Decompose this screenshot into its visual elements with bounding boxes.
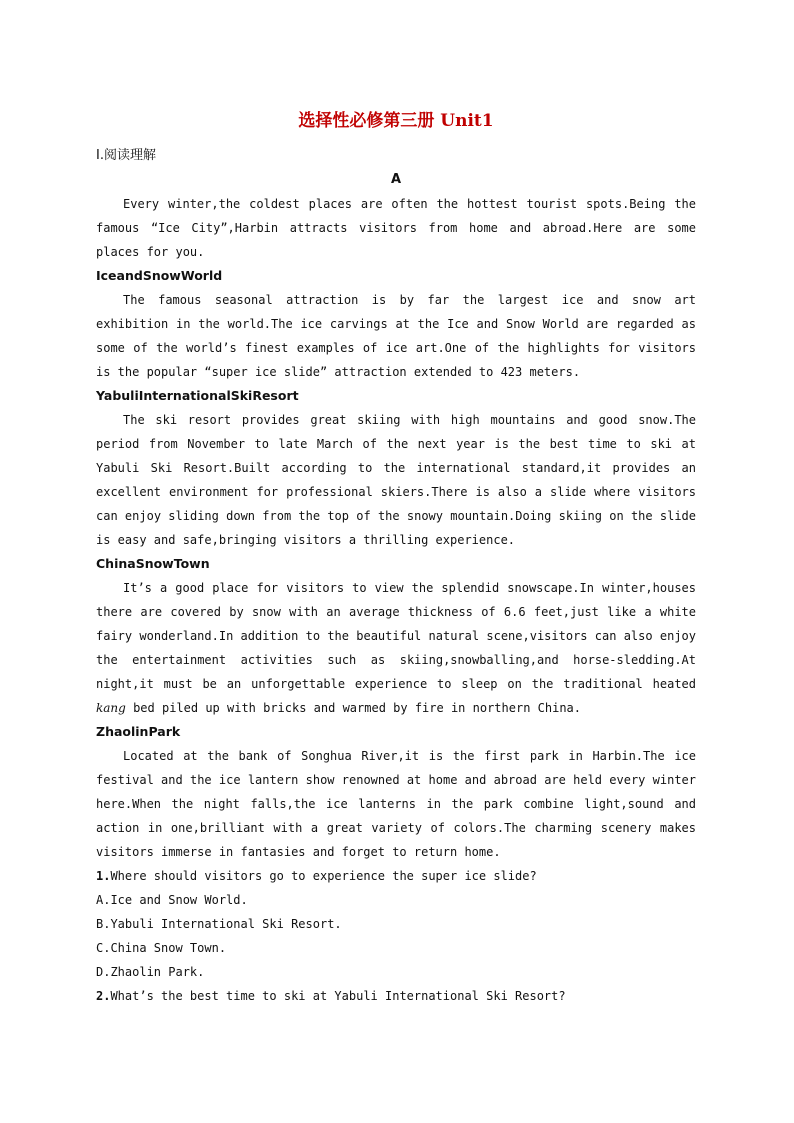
- question-1-option-b: B.Yabuli International Ski Resort.: [96, 917, 342, 931]
- question-text: What’s the best time to ski at Yabuli International Ski Resort?: [110, 989, 566, 1003]
- passage-letter: A: [390, 172, 402, 187]
- kang-italic-word: kang: [96, 701, 126, 715]
- snow-town-text-after: bed piled up with bricks and warmed by fire in northern China.: [125, 701, 581, 715]
- question-text: Where should visitors go to experience the super ice slide?: [110, 869, 537, 883]
- place-heading-yabuli: YabuliInternationalSkiResort: [96, 388, 299, 403]
- question-1-option-a: A.Ice and Snow World.: [96, 893, 248, 907]
- place-heading-china-snow-town: ChinaSnowTown: [96, 556, 210, 571]
- place-heading-ice-snow-world: IceandSnowWorld: [96, 268, 223, 283]
- section-label: Ⅰ.阅读理解: [96, 148, 156, 163]
- document-page: [96, 106, 696, 1008]
- intro-paragraph: Every winter,the coldest places are often the hottest tourist spots.Being the famous “Ice City”,Harbin attracts visitors from home and abroad.Here are some places for you.: [96, 197, 696, 259]
- question-2: [96, 984, 696, 1008]
- question-1: [96, 864, 696, 888]
- place-text-china-snow-town: [96, 576, 696, 720]
- question-number: 2.: [96, 989, 111, 1003]
- question-1-option-d: D.Zhaolin Park.: [96, 965, 205, 979]
- place-text-zhaolin-park: Located at the bank of Songhua River,it is the first park in Harbin.The ice festival and the ice lantern show renowned at home and abroad are held every winter here.When the night falls,the ice lanterns in the park combine light,sound and action in one,brilliant with a great variety of colors.The charming scenery makes visitors immerse in fantasies and forget to return home.: [96, 749, 696, 859]
- place-text-ice-snow-world: The famous seasonal attraction is by far the largest ice and snow art exhibition in the world.The ice carvings at the Ice and Snow World are regarded as some of the world’s finest examples of ice art.One of the highlights for visitors is the popular “super ice slide” attraction extended to 423 meters.: [96, 293, 696, 379]
- snow-town-text-before: It’s a good place for visitors to view the splendid snowscape.In winter,houses there are covered by snow with an average thickness of 6.6 feet,just like a white fairy wonderland.In addition to the beautiful natural scene,visitors can also enjoy the entertainment activities such as skiing,snowballing,and horse-sledding.At night,it must be an unforgettable experience to sleep on the traditional heated: [96, 581, 696, 691]
- question-1-option-c: C.China Snow Town.: [96, 941, 227, 955]
- place-text-yabuli: The ski resort provides great skiing with high mountains and good snow.The period from November to late March of the next year is the best time to ski at Yabuli Ski Resort.Built according to the international standard,it provides an excellent environment for professional skiers.There is also a slide where visitors can enjoy sliding down from the top of the snowy mountain.Doing skiing on the slide is easy and safe,bringing visitors a thrilling experience.: [96, 413, 696, 547]
- question-number: 1.: [96, 869, 111, 883]
- place-heading-zhaolin-park: ZhaolinPark: [96, 724, 181, 739]
- page-title: 选择性必修第三册 Unit1: [298, 111, 494, 131]
